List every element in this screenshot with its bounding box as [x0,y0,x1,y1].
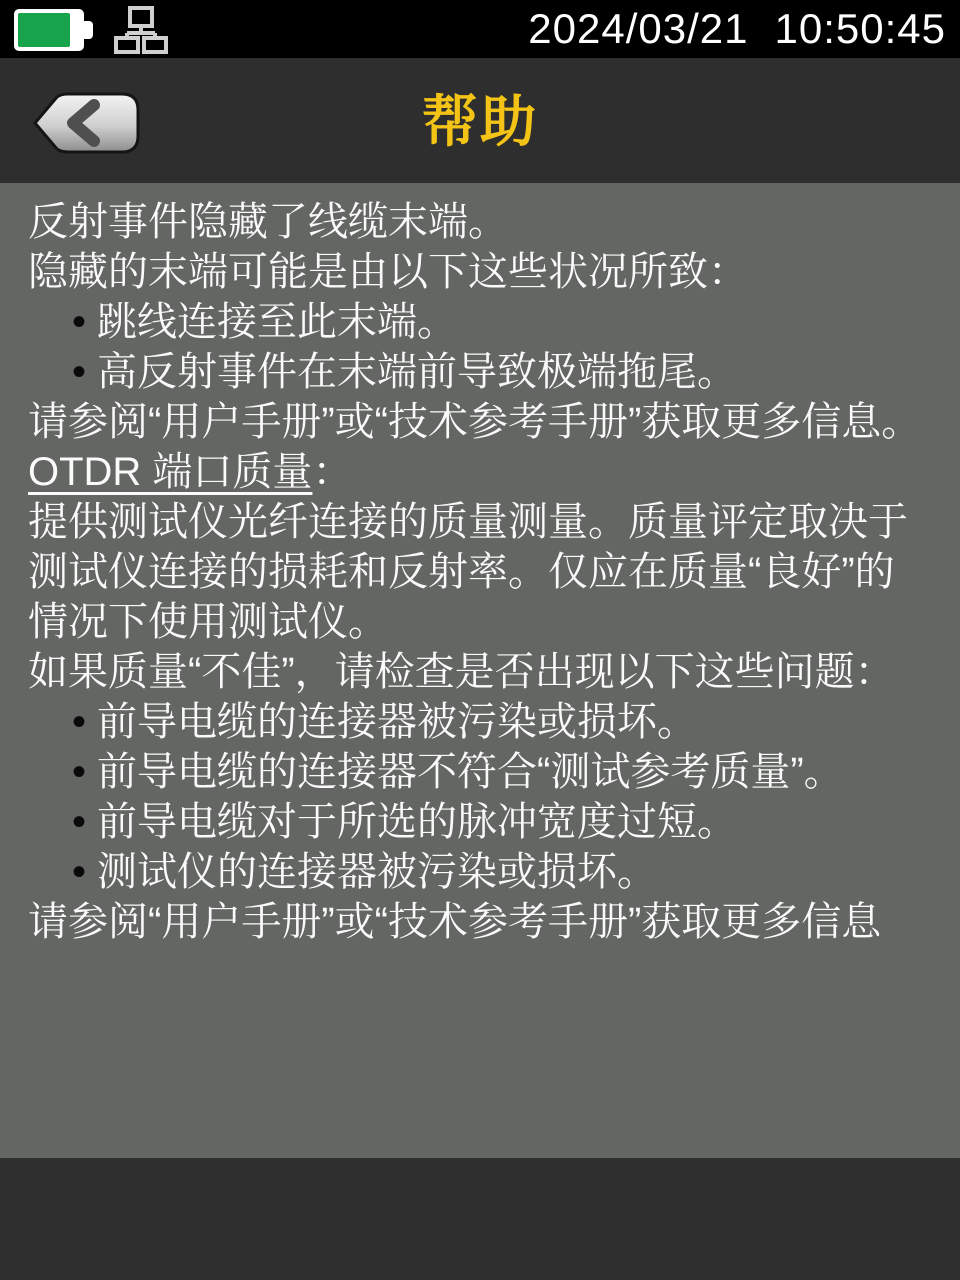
list-item [28,697,932,747]
help-paragraph-poor-quality: 如果质量“不佳”，请检查是否出现以下这些问题： [28,650,895,694]
battery-nub [84,21,93,39]
list-item [28,747,932,797]
status-icons [14,4,169,54]
list-item-text: 前导电缆的连接器不符合“测试参考质量”。 [97,750,844,794]
bottom-bar [0,1158,960,1280]
list-item-text: 跳线连接至此末端。 [97,300,457,344]
hidden-end-cause-list [28,297,932,397]
list-item-text: 前导电缆的连接器被污染或损坏。 [97,700,697,744]
list-item-text: 测试仪的连接器被污染或损坏。 [97,850,657,894]
page-title: 帮助 [422,89,538,153]
help-content [0,183,960,1158]
poor-quality-problem-list [28,697,932,897]
battery-fill [18,13,70,47]
status-bar [0,0,960,58]
list-item [28,347,932,397]
back-arrow-icon [32,90,142,156]
help-paragraph-port-quality-body: 提供测试仪光纤连接的质量测量。质量评定取决于测试仪连接的损耗和反射率。仅应在质量“良好”的情况下使用测试仪。 [28,500,908,644]
battery-icon [14,9,93,51]
otdr-port-quality-heading-colon: ： [312,450,353,494]
list-item [28,847,932,897]
list-item [28,797,932,847]
datetime [528,5,946,53]
help-paragraph-see-manual-1: 请参阅“用户手册”或“技术参考手册”获取更多信息。 [28,400,922,444]
back-button[interactable] [32,90,142,156]
header [0,58,960,183]
battery-body [14,9,84,51]
list-item-text: 前导电缆对于所选的脉冲宽度过短。 [97,800,737,844]
list-item-text: 高反射事件在末端前导致极端拖尾。 [97,350,737,394]
time-text: 10:50:45 [774,5,946,52]
otdr-port-quality-heading [28,447,932,497]
date-text: 2024/03/21 [528,5,749,52]
list-item [28,297,932,347]
help-paragraph-reflective-event: 反射事件隐藏了线缆末端。 [28,200,508,244]
otdr-port-quality-heading-text: OTDR 端口质量 [28,450,313,494]
help-paragraph-see-manual-2: 请参阅“用户手册”或“技术参考手册”获取更多信息 [28,900,882,944]
wired-network-icon [113,6,169,54]
help-paragraph-hidden-end-causes: 隐藏的末端可能是由以下这些状况所致： [28,250,748,294]
